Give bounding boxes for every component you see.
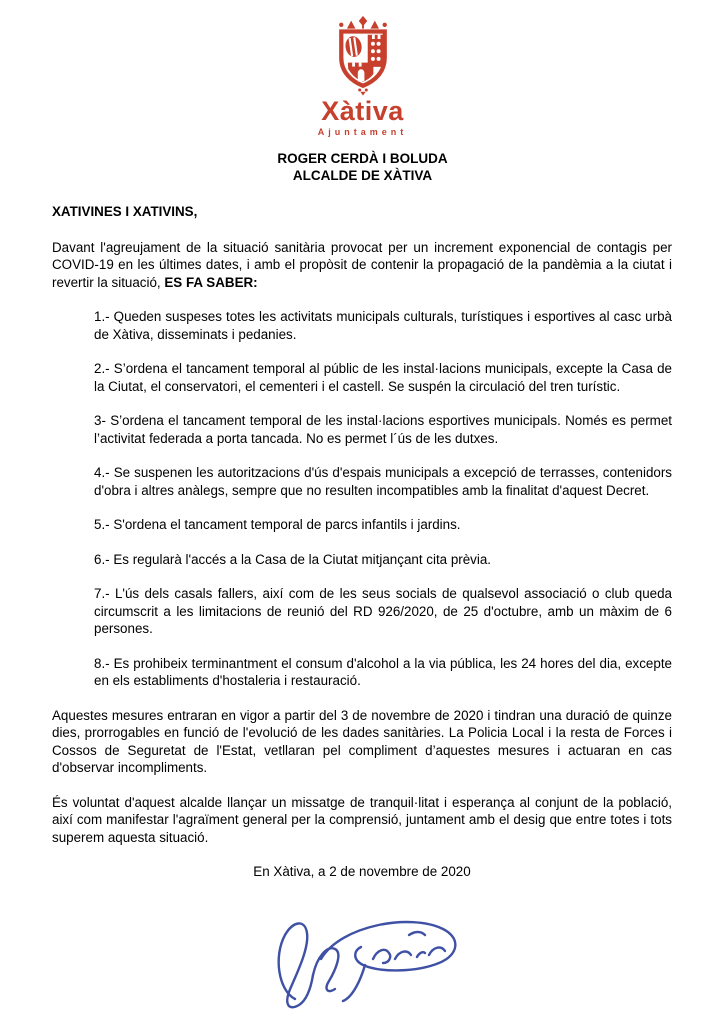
logo-wordmark: Xàtiva <box>321 96 404 126</box>
signature-handwriting-icon <box>261 895 466 1015</box>
intro-emphasis: ES FA SABER: <box>164 274 258 290</box>
municipal-crest-logo <box>0 0 725 97</box>
closing-paragraph-2: És voluntat d'aquest alcalde llançar un missatge de tranquil·litat i esperança al conjunt de la població, així com manifestar l'agraïment general per la comprensió, juntament amb el desig que entre totes i tots superem aquesta situació. <box>52 794 672 845</box>
intro-paragraph <box>52 239 672 292</box>
logo-subtitle: Ajuntament <box>317 127 408 137</box>
measure-item-3: 3- S’ordena el tancament temporal de les instal·lacions esportives municipals. Només es permet l’activitat federada a porta tancada. No es permet l´ús de les dutxes. <box>94 413 672 446</box>
author-name: ROGER CERDÀ I BOLUDA <box>277 151 448 166</box>
measure-item-5: 5.- S'ordena el tancament temporal de parcs infantils i jardins. <box>94 517 461 532</box>
letterhead <box>0 0 725 184</box>
measure-item-8: 8.- Es prohibeix terminantment el consum d'alcohol a la via pública, les 24 hores del dia, excepte en els establiments d'hostaleria i restauració. <box>94 655 672 688</box>
intro-text: Davant l'agreujament de la situació sanitària provocat per un increment exponencial de contagis per COVID-19 en les últimes dates, i amb el propòsit de contenir la propagació de la pandèmia a la ciutat i revertir la situació, <box>52 239 672 290</box>
crest-icon <box>329 15 397 97</box>
measure-item-4: 4.- Se suspenen les autoritzacions d'ús d'espais municipals a excepció de terrasses, contenidors d'obra i altres anàlegs, sempre que no resulten incompatibles amb la finalitat d'aquest Decret. <box>94 465 672 498</box>
measures-list <box>52 308 672 690</box>
date-line: En Xàtiva, a 2 de novembre de 2020 <box>253 864 471 879</box>
salutation: XATIVINES I XATIVINS, <box>52 204 198 219</box>
signature-block <box>261 895 466 1015</box>
closing-paragraph-1: Aquestes mesures entraran en vigor a partir del 3 de novembre de 2020 i tindran una duració de quinze dies, prorrogables en funció de l'evolució de les dades sanitàries. La Policia Local i la resta de Forces i Cossos de Seguretat de l'Estat, vetllaran pel compliment d’aquestes mesures i actuaran en cas d'observar incompliments. <box>52 707 672 775</box>
measure-item-2: 2.- S’ordena el tancament temporal al públic de les instal·lacions municipals, excepte la Casa de la Ciutat, el conservatori, el cementeri i el castell. Se suspén la circulació del tren turístic. <box>94 361 672 394</box>
measure-item-7: 7.- L'ús dels casals fallers, així com de les seus socials de qualsevol associació o club queda circumscrit a les limitacions de reunió del RD 926/2020, de 25 d'octubre, amb un màxim de 6 persones. <box>94 586 672 636</box>
measure-item-1: 1.- Queden suspeses totes les activitats municipals culturals, turístiques i esportives al casc urbà de Xàtiva, disseminats i pedanies. <box>94 309 672 342</box>
measure-item-6: 6.- Es regularà l'accés a la Casa de la Ciutat mitjançant cita prèvia. <box>94 551 492 567</box>
author-title: ALCALDE DE XÀTIVA <box>292 168 433 183</box>
letter-body <box>52 203 672 894</box>
